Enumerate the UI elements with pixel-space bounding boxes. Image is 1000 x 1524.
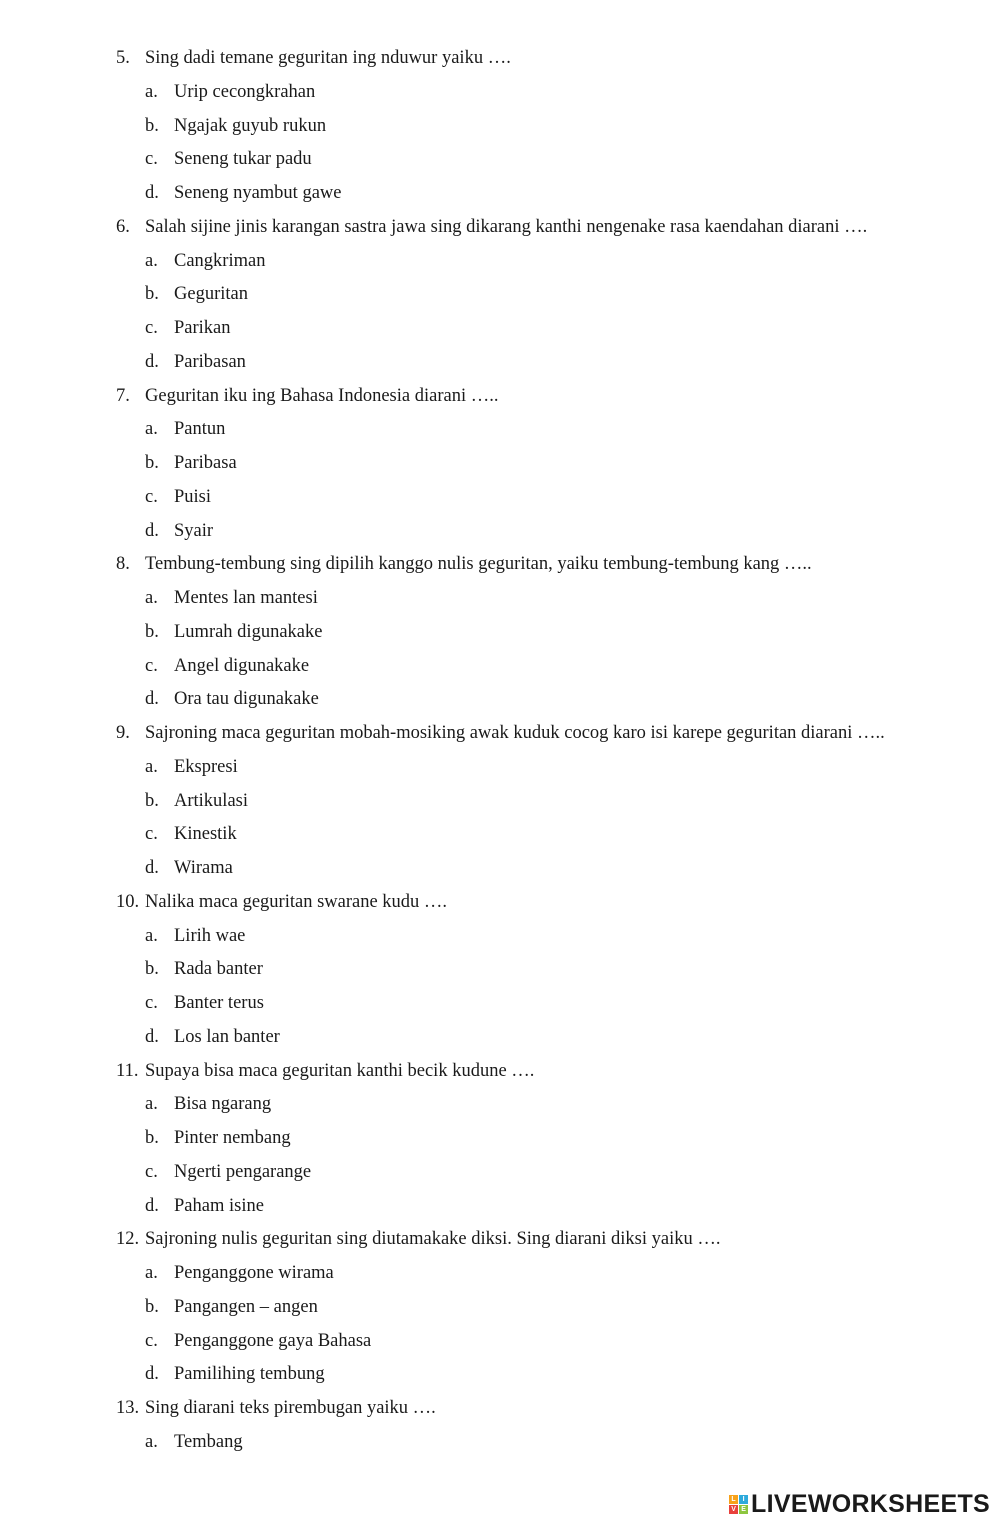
question-6 [0, 215, 1000, 249]
option-letter: d. [145, 351, 159, 372]
question-11 [0, 1059, 1000, 1093]
option-letter: b. [145, 284, 159, 305]
option-letter: d. [145, 1195, 159, 1216]
option-letter: b. [145, 959, 159, 980]
option-letter: a. [145, 419, 158, 440]
option-text: Seneng tukar padu [174, 149, 312, 170]
question-12 [0, 1227, 1000, 1261]
question-text: Supaya bisa maca geguritan kanthi becik kudune …. [145, 1060, 535, 1081]
answer-option[interactable] [0, 1430, 1000, 1464]
answer-option[interactable] [0, 147, 1000, 181]
option-text: Penganggone wirama [174, 1263, 334, 1283]
option-letter: c. [145, 824, 158, 845]
option-text: Lumrah digunakake [174, 621, 323, 642]
liveworksheets-logo-icon [729, 1495, 748, 1514]
option-text: Ora tau digunakake [174, 689, 319, 710]
logo-tile-e: E [739, 1505, 748, 1514]
answer-option[interactable] [0, 114, 1000, 148]
question-text: Sing dadi temane geguritan ing nduwur yaiku …. [145, 48, 511, 68]
option-text: Pamilihing tembung [174, 1364, 325, 1385]
question-number: 8. [116, 554, 130, 575]
option-letter: c. [145, 318, 158, 338]
option-text: Artikulasi [174, 790, 248, 811]
option-letter: b. [145, 1296, 159, 1317]
answer-option[interactable] [0, 1025, 1000, 1059]
answer-option[interactable] [0, 519, 1000, 553]
answer-option[interactable] [0, 80, 1000, 114]
answer-option[interactable] [0, 586, 1000, 620]
answer-option[interactable] [0, 181, 1000, 215]
option-text: Banter terus [174, 993, 264, 1013]
question-text: Sajroning maca geguritan mobah-mosiking awak kuduk cocog karo isi karepe geguritan diarani ….. [145, 723, 885, 743]
option-text: Pantun [174, 419, 226, 440]
worksheet [0, 46, 1000, 1464]
option-letter: d. [145, 689, 159, 710]
question-7 [0, 384, 1000, 418]
option-letter: b. [145, 453, 159, 473]
question-number: 7. [116, 385, 130, 406]
question-number: 12. [116, 1229, 140, 1250]
answer-option[interactable] [0, 654, 1000, 688]
question-number: 9. [116, 723, 130, 743]
question-number: 10. [116, 891, 140, 912]
option-letter: a. [145, 1094, 158, 1115]
answer-option[interactable] [0, 1126, 1000, 1160]
option-text: Cangkriman [174, 250, 266, 271]
option-letter: c. [145, 486, 158, 507]
option-letter: a. [145, 81, 158, 102]
question-13 [0, 1396, 1000, 1430]
option-text: Pangangen – angen [174, 1296, 318, 1317]
answer-option[interactable] [0, 822, 1000, 856]
question-text: Geguritan iku ing Bahasa Indonesia diarani ….. [145, 385, 499, 406]
answer-option[interactable] [0, 755, 1000, 789]
question-number: 11. [116, 1060, 139, 1081]
option-text: Puisi [174, 486, 212, 507]
answer-option[interactable] [0, 957, 1000, 991]
option-text: Ekspresi [174, 756, 238, 777]
option-letter: c. [145, 1330, 158, 1351]
question-9 [0, 721, 1000, 755]
question-text: Salah sijine jinis karangan sastra jawa sing dikarang kanthi nengenake rasa kaendahan diarani …. [145, 216, 868, 237]
option-letter: b. [145, 1128, 159, 1148]
option-letter: b. [145, 115, 159, 136]
answer-option[interactable] [0, 451, 1000, 485]
option-letter: a. [145, 1263, 158, 1283]
option-letter: d. [145, 1364, 159, 1385]
question-10 [0, 890, 1000, 924]
option-letter: a. [145, 588, 158, 608]
option-letter: b. [145, 790, 159, 811]
answer-option[interactable] [0, 249, 1000, 283]
option-text: Syair [174, 520, 214, 541]
option-text: Kinestik [174, 824, 237, 845]
answer-option[interactable] [0, 789, 1000, 823]
option-text: Mentes lan mantesi [174, 588, 318, 608]
question-5 [0, 46, 1000, 80]
question-text: Sajroning nulis geguritan sing diutamakake diksi. Sing diarani diksi yaiku …. [145, 1229, 721, 1250]
option-letter: c. [145, 655, 158, 676]
option-text: Urip cecongkrahan [174, 81, 316, 102]
question-number: 13. [116, 1398, 140, 1418]
option-text: Bisa ngarang [174, 1094, 272, 1115]
answer-option[interactable] [0, 1160, 1000, 1194]
answer-option[interactable] [0, 687, 1000, 721]
answer-option[interactable] [0, 1092, 1000, 1126]
option-letter: c. [145, 993, 158, 1013]
question-text: Sing diarani teks pirembugan yaiku …. [145, 1398, 436, 1418]
answer-option[interactable] [0, 856, 1000, 890]
question-8 [0, 552, 1000, 586]
answer-option[interactable] [0, 1261, 1000, 1295]
option-text: Geguritan [174, 284, 248, 305]
option-letter: c. [145, 1161, 158, 1182]
option-text: Paham isine [174, 1195, 264, 1216]
option-text: Los lan banter [174, 1026, 280, 1047]
option-letter: a. [145, 250, 158, 271]
option-text: Seneng nyambut gawe [174, 183, 342, 203]
option-letter: d. [145, 1026, 159, 1047]
option-text: Ngajak guyub rukun [174, 115, 327, 136]
option-text: Pinter nembang [174, 1128, 291, 1148]
option-text: Ngerti pengarange [174, 1161, 312, 1182]
answer-option[interactable] [0, 1295, 1000, 1329]
option-letter: d. [145, 520, 159, 541]
answer-option[interactable] [0, 1362, 1000, 1396]
liveworksheets-logo [729, 1488, 990, 1520]
logo-tile-i: I [739, 1495, 748, 1504]
answer-option[interactable] [0, 1329, 1000, 1363]
answer-option[interactable] [0, 620, 1000, 654]
logo-tile-v: V [729, 1505, 738, 1514]
option-letter: b. [145, 621, 159, 642]
option-text: Rada banter [174, 959, 263, 980]
answer-option[interactable] [0, 316, 1000, 350]
answer-option[interactable] [0, 924, 1000, 958]
answer-option[interactable] [0, 417, 1000, 451]
option-letter: a. [145, 756, 158, 777]
question-text: Tembung-tembung sing dipilih kanggo nulis geguritan, yaiku tembung-tembung kang ….. [145, 554, 812, 575]
question-number: 6. [116, 216, 130, 237]
option-text: Penganggone gaya Bahasa [174, 1330, 372, 1351]
logo-tile-l: L [729, 1495, 738, 1504]
answer-option[interactable] [0, 282, 1000, 316]
question-number: 5. [116, 48, 130, 68]
option-text: Wirama [174, 858, 233, 878]
option-text: Angel digunakake [174, 655, 310, 676]
answer-option[interactable] [0, 991, 1000, 1025]
option-letter: d. [145, 183, 159, 203]
option-letter: a. [145, 925, 158, 946]
option-text: Parikan [174, 318, 231, 338]
liveworksheets-logo-text: LIVEWORKSHEETS [751, 1489, 990, 1518]
answer-option[interactable] [0, 350, 1000, 384]
answer-option[interactable] [0, 1194, 1000, 1228]
option-letter: d. [145, 858, 159, 878]
question-text: Nalika maca geguritan swarane kudu …. [145, 891, 448, 912]
option-text: Paribasan [174, 351, 246, 372]
option-text: Lirih wae [174, 925, 246, 946]
option-text: Tembang [174, 1431, 243, 1452]
answer-option[interactable] [0, 485, 1000, 519]
option-letter: a. [145, 1431, 158, 1452]
option-text: Paribasa [174, 453, 237, 473]
option-letter: c. [145, 149, 158, 170]
